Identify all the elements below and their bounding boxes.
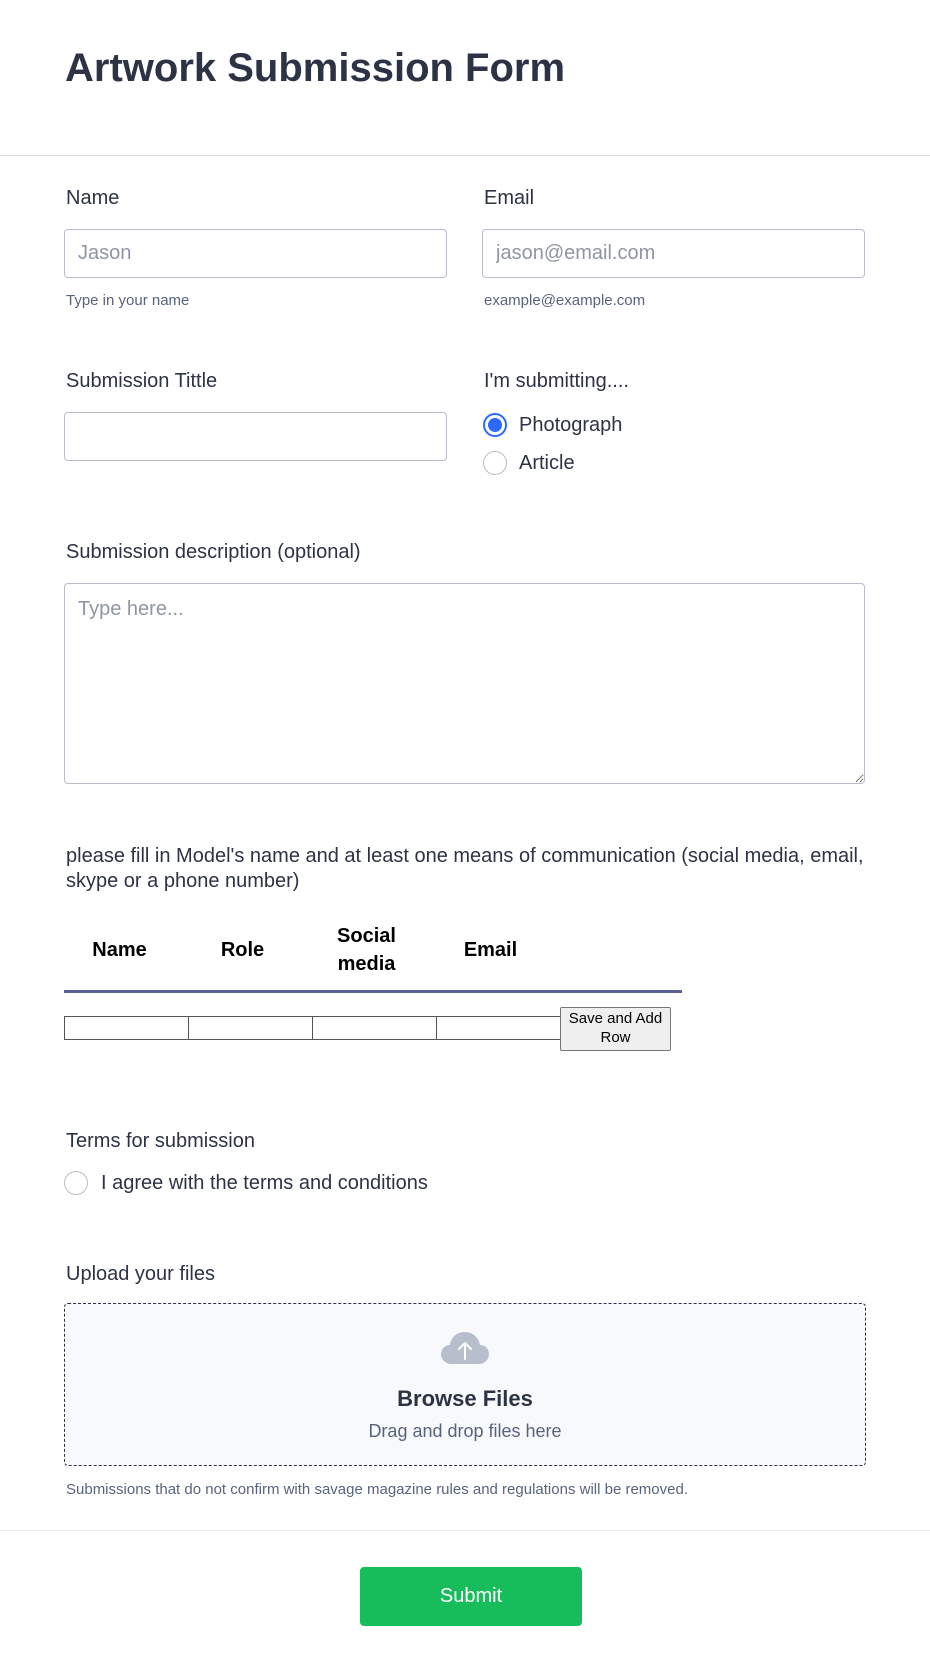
upload-label: Upload your files: [66, 1263, 215, 1285]
table-header-rule: [64, 990, 682, 993]
description-label: Submission description (optional): [66, 541, 361, 563]
name-hint: Type in your name: [66, 292, 190, 309]
file-drop-zone[interactable]: [64, 1303, 866, 1466]
models-instructions: please fill in Model's name and at least one means of communication (social media, email, skype or a phone number): [66, 845, 864, 892]
terms-label: Terms for submission: [66, 1130, 255, 1152]
radio-photograph[interactable]: [483, 413, 507, 437]
column-header-role: Role: [220, 939, 265, 961]
column-header-email: Email: [463, 939, 518, 961]
submission-title-label: Submission Tittle: [66, 370, 218, 392]
radio-article-label: Article: [519, 452, 575, 474]
page-title: Artwork Submission Form: [65, 46, 566, 90]
terms-option-label: I agree with the terms and conditions: [101, 1172, 428, 1194]
name-input[interactable]: [64, 229, 447, 278]
email-input[interactable]: [482, 229, 865, 278]
submit-button[interactable]: Submit: [360, 1567, 582, 1626]
cloud-upload-icon: [440, 1330, 490, 1366]
terms-checkbox[interactable]: [64, 1171, 88, 1195]
email-hint: example@example.com: [484, 292, 646, 309]
email-label: Email: [484, 187, 535, 209]
drag-drop-hint: Drag and drop files here: [368, 1421, 562, 1441]
radio-article[interactable]: [483, 451, 507, 475]
submission-title-input[interactable]: [64, 412, 447, 461]
model-role-cell[interactable]: [188, 1016, 313, 1040]
save-and-add-row-button[interactable]: Save and Add Row: [560, 1007, 671, 1051]
submitting-label: I'm submitting....: [484, 370, 629, 392]
radio-photograph-label: Photograph: [519, 414, 623, 436]
browse-files-title: Browse Files: [397, 1386, 533, 1411]
model-email-cell[interactable]: [436, 1016, 561, 1040]
upload-note: Submissions that do not confirm with savage magazine rules and regulations will be removed.: [66, 1481, 688, 1498]
header-divider: [0, 155, 930, 156]
column-header-name: Name: [92, 939, 147, 961]
name-label: Name: [66, 187, 120, 209]
column-header-social-media: Social media: [337, 925, 396, 975]
model-social-media-cell[interactable]: [312, 1016, 437, 1040]
footer-divider: [0, 1530, 930, 1531]
description-textarea[interactable]: [64, 583, 865, 784]
model-name-cell[interactable]: [64, 1016, 189, 1040]
